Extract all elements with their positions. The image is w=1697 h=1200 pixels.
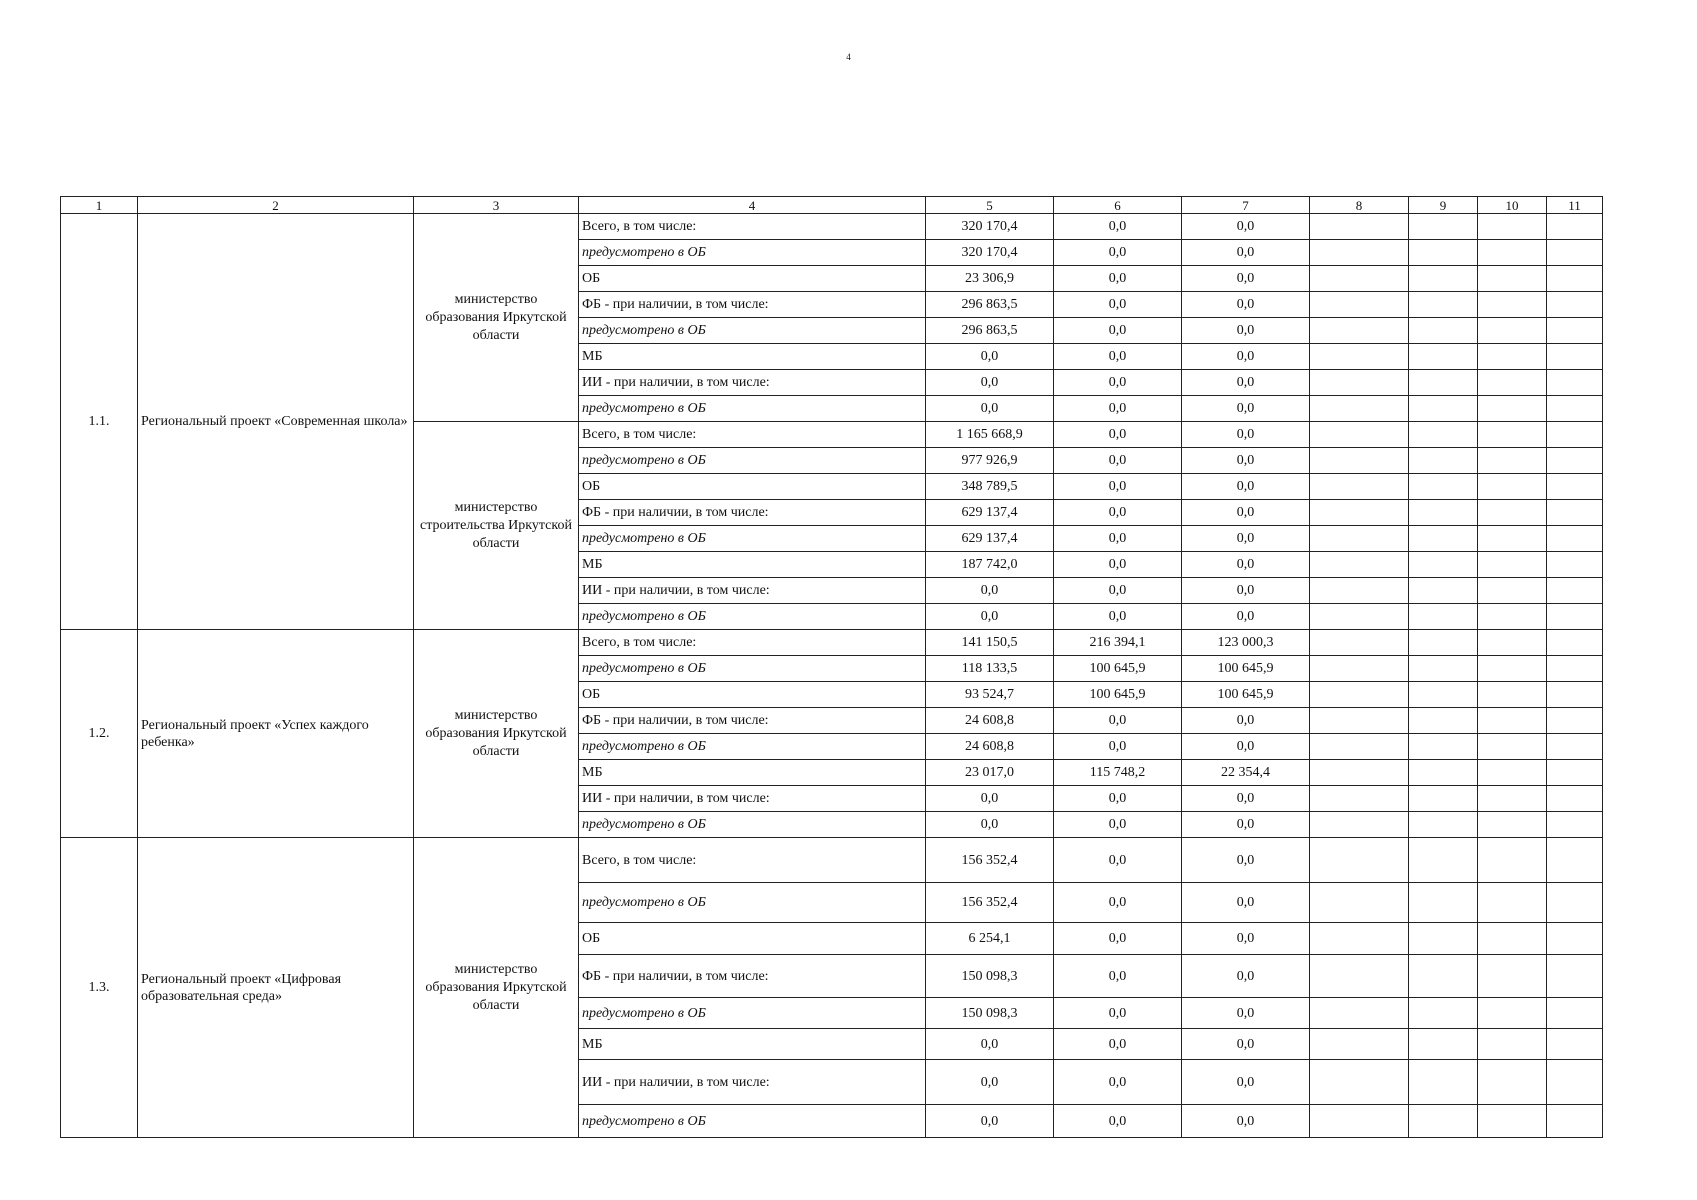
funding-source-label: предусмотрено в ОБ	[579, 883, 926, 923]
empty-cell-col-10	[1478, 396, 1547, 422]
amount-cell-v7: 0,0	[1182, 734, 1310, 760]
amount-cell-v5: 187 742,0	[926, 552, 1054, 578]
amount-cell-v6: 0,0	[1054, 998, 1182, 1029]
empty-cell-col-11	[1547, 474, 1603, 500]
amount-cell-v5: 0,0	[926, 812, 1054, 838]
empty-cell-col-10	[1478, 734, 1547, 760]
project-index: 1.2.	[61, 630, 138, 838]
empty-cell-col-11	[1547, 266, 1603, 292]
amount-cell-v7: 0,0	[1182, 266, 1310, 292]
amount-cell-v5: 629 137,4	[926, 526, 1054, 552]
funding-source-label: ИИ - при наличии, в том числе:	[579, 370, 926, 396]
funding-source-label: предусмотрено в ОБ	[579, 656, 926, 682]
empty-cell-col-9	[1409, 656, 1478, 682]
empty-cell-col-9	[1409, 214, 1478, 240]
project-index: 1.1.	[61, 214, 138, 630]
amount-cell-v7: 0,0	[1182, 955, 1310, 998]
empty-cell-col-9	[1409, 1105, 1478, 1138]
amount-cell-v7: 123 000,3	[1182, 630, 1310, 656]
empty-cell-col-11	[1547, 760, 1603, 786]
empty-cell-col-10	[1478, 923, 1547, 955]
amount-cell-v6: 0,0	[1054, 526, 1182, 552]
empty-cell-col-9	[1409, 474, 1478, 500]
amount-cell-v5: 0,0	[926, 344, 1054, 370]
amount-cell-v6: 0,0	[1054, 734, 1182, 760]
amount-cell-v5: 348 789,5	[926, 474, 1054, 500]
amount-cell-v5: 156 352,4	[926, 883, 1054, 923]
empty-cell-col-9	[1409, 923, 1478, 955]
empty-cell-col-8	[1310, 786, 1409, 812]
project-name: Региональный проект «Цифровая образовательная среда»	[138, 838, 414, 1138]
amount-cell-v5: 93 524,7	[926, 682, 1054, 708]
empty-cell-col-10	[1478, 552, 1547, 578]
amount-cell-v6: 0,0	[1054, 240, 1182, 266]
empty-cell-col-11	[1547, 998, 1603, 1029]
empty-cell-col-10	[1478, 998, 1547, 1029]
funding-source-label: Всего, в том числе:	[579, 422, 926, 448]
funding-source-label: предусмотрено в ОБ	[579, 526, 926, 552]
empty-cell-col-9	[1409, 955, 1478, 998]
empty-cell-col-8	[1310, 578, 1409, 604]
empty-cell-col-9	[1409, 448, 1478, 474]
empty-cell-col-8	[1310, 682, 1409, 708]
amount-cell-v5: 118 133,5	[926, 656, 1054, 682]
empty-cell-col-9	[1409, 1060, 1478, 1105]
amount-cell-v7: 0,0	[1182, 1105, 1310, 1138]
empty-cell-col-9	[1409, 578, 1478, 604]
empty-cell-col-8	[1310, 422, 1409, 448]
amount-cell-v6: 0,0	[1054, 422, 1182, 448]
empty-cell-col-11	[1547, 396, 1603, 422]
empty-cell-col-9	[1409, 734, 1478, 760]
amount-cell-v5: 296 863,5	[926, 292, 1054, 318]
empty-cell-col-11	[1547, 214, 1603, 240]
table-row	[61, 838, 1603, 883]
page-number: 4	[846, 52, 851, 62]
column-number: 1	[61, 197, 138, 214]
funding-source-label: ОБ	[579, 682, 926, 708]
empty-cell-col-9	[1409, 838, 1478, 883]
funding-source-label: предусмотрено в ОБ	[579, 396, 926, 422]
empty-cell-col-8	[1310, 883, 1409, 923]
funding-source-label: предусмотрено в ОБ	[579, 318, 926, 344]
amount-cell-v5: 24 608,8	[926, 708, 1054, 734]
table-row	[61, 214, 1603, 240]
empty-cell-col-11	[1547, 240, 1603, 266]
amount-cell-v7: 0,0	[1182, 786, 1310, 812]
project-name: Региональный проект «Современная школа»	[138, 214, 414, 630]
amount-cell-v5: 23 017,0	[926, 760, 1054, 786]
amount-cell-v6: 0,0	[1054, 955, 1182, 998]
empty-cell-col-11	[1547, 604, 1603, 630]
column-number: 5	[926, 197, 1054, 214]
amount-cell-v6: 0,0	[1054, 500, 1182, 526]
amount-cell-v7: 22 354,4	[1182, 760, 1310, 786]
empty-cell-col-10	[1478, 578, 1547, 604]
amount-cell-v7: 0,0	[1182, 1029, 1310, 1060]
amount-cell-v5: 23 306,9	[926, 266, 1054, 292]
column-number: 2	[138, 197, 414, 214]
amount-cell-v5: 156 352,4	[926, 838, 1054, 883]
amount-cell-v6: 0,0	[1054, 318, 1182, 344]
empty-cell-col-9	[1409, 998, 1478, 1029]
empty-cell-col-11	[1547, 422, 1603, 448]
amount-cell-v5: 977 926,9	[926, 448, 1054, 474]
empty-cell-col-9	[1409, 1029, 1478, 1060]
amount-cell-v5: 629 137,4	[926, 500, 1054, 526]
empty-cell-col-9	[1409, 760, 1478, 786]
amount-cell-v5: 141 150,5	[926, 630, 1054, 656]
amount-cell-v7: 0,0	[1182, 370, 1310, 396]
table-header	[61, 197, 1603, 214]
empty-cell-col-8	[1310, 396, 1409, 422]
empty-cell-col-8	[1310, 923, 1409, 955]
funding-source-label: ФБ - при наличии, в том числе:	[579, 708, 926, 734]
empty-cell-col-11	[1547, 656, 1603, 682]
empty-cell-col-11	[1547, 734, 1603, 760]
empty-cell-col-8	[1310, 734, 1409, 760]
amount-cell-v7: 0,0	[1182, 448, 1310, 474]
amount-cell-v7: 100 645,9	[1182, 656, 1310, 682]
amount-cell-v7: 100 645,9	[1182, 682, 1310, 708]
funding-source-label: предусмотрено в ОБ	[579, 812, 926, 838]
executor-name: министерство образования Иркутской области	[414, 838, 579, 1138]
amount-cell-v5: 0,0	[926, 396, 1054, 422]
executor-name: министерство строительства Иркутской области	[414, 422, 579, 630]
empty-cell-col-10	[1478, 370, 1547, 396]
amount-cell-v5: 1 165 668,9	[926, 422, 1054, 448]
amount-cell-v6: 0,0	[1054, 883, 1182, 923]
empty-cell-col-9	[1409, 318, 1478, 344]
funding-source-label: предусмотрено в ОБ	[579, 240, 926, 266]
amount-cell-v5: 0,0	[926, 1105, 1054, 1138]
project-section	[61, 214, 1603, 630]
funding-source-label: ФБ - при наличии, в том числе:	[579, 500, 926, 526]
funding-source-label: Всего, в том числе:	[579, 630, 926, 656]
funding-source-label: ИИ - при наличии, в том числе:	[579, 1060, 926, 1105]
empty-cell-col-9	[1409, 786, 1478, 812]
amount-cell-v5: 150 098,3	[926, 998, 1054, 1029]
empty-cell-col-10	[1478, 1029, 1547, 1060]
column-number: 4	[579, 197, 926, 214]
amount-cell-v6: 100 645,9	[1054, 656, 1182, 682]
amount-cell-v6: 0,0	[1054, 838, 1182, 883]
empty-cell-col-11	[1547, 682, 1603, 708]
amount-cell-v7: 0,0	[1182, 604, 1310, 630]
amount-cell-v5: 0,0	[926, 604, 1054, 630]
empty-cell-col-9	[1409, 630, 1478, 656]
amount-cell-v6: 0,0	[1054, 344, 1182, 370]
funding-source-label: ИИ - при наличии, в том числе:	[579, 786, 926, 812]
empty-cell-col-8	[1310, 838, 1409, 883]
amount-cell-v7: 0,0	[1182, 422, 1310, 448]
empty-cell-col-10	[1478, 708, 1547, 734]
amount-cell-v5: 320 170,4	[926, 214, 1054, 240]
empty-cell-col-9	[1409, 422, 1478, 448]
funding-source-label: Всего, в том числе:	[579, 838, 926, 883]
executor-name: министерство образования Иркутской области	[414, 630, 579, 838]
amount-cell-v7: 0,0	[1182, 812, 1310, 838]
funding-source-label: предусмотрено в ОБ	[579, 998, 926, 1029]
funding-source-label: предусмотрено в ОБ	[579, 1105, 926, 1138]
empty-cell-col-10	[1478, 266, 1547, 292]
empty-cell-col-9	[1409, 240, 1478, 266]
amount-cell-v5: 6 254,1	[926, 923, 1054, 955]
empty-cell-col-8	[1310, 998, 1409, 1029]
empty-cell-col-8	[1310, 526, 1409, 552]
project-index: 1.3.	[61, 838, 138, 1138]
amount-cell-v6: 216 394,1	[1054, 630, 1182, 656]
empty-cell-col-8	[1310, 292, 1409, 318]
amount-cell-v5: 296 863,5	[926, 318, 1054, 344]
empty-cell-col-10	[1478, 656, 1547, 682]
amount-cell-v7: 0,0	[1182, 240, 1310, 266]
empty-cell-col-10	[1478, 760, 1547, 786]
empty-cell-col-10	[1478, 240, 1547, 266]
amount-cell-v7: 0,0	[1182, 838, 1310, 883]
empty-cell-col-8	[1310, 708, 1409, 734]
empty-cell-col-11	[1547, 292, 1603, 318]
empty-cell-col-8	[1310, 474, 1409, 500]
empty-cell-col-11	[1547, 526, 1603, 552]
empty-cell-col-8	[1310, 760, 1409, 786]
empty-cell-col-11	[1547, 955, 1603, 998]
funding-source-label: МБ	[579, 344, 926, 370]
empty-cell-col-11	[1547, 1105, 1603, 1138]
empty-cell-col-9	[1409, 682, 1478, 708]
funding-source-label: ОБ	[579, 266, 926, 292]
empty-cell-col-10	[1478, 1105, 1547, 1138]
empty-cell-col-11	[1547, 923, 1603, 955]
amount-cell-v6: 0,0	[1054, 578, 1182, 604]
amount-cell-v6: 115 748,2	[1054, 760, 1182, 786]
empty-cell-col-8	[1310, 240, 1409, 266]
amount-cell-v6: 0,0	[1054, 370, 1182, 396]
amount-cell-v6: 0,0	[1054, 1060, 1182, 1105]
funding-source-label: ОБ	[579, 923, 926, 955]
column-number: 11	[1547, 197, 1603, 214]
budget-table	[60, 196, 1603, 1138]
empty-cell-col-9	[1409, 344, 1478, 370]
project-section	[61, 630, 1603, 838]
amount-cell-v6: 0,0	[1054, 1029, 1182, 1060]
empty-cell-col-8	[1310, 1105, 1409, 1138]
empty-cell-col-10	[1478, 630, 1547, 656]
amount-cell-v6: 0,0	[1054, 923, 1182, 955]
empty-cell-col-11	[1547, 1029, 1603, 1060]
amount-cell-v7: 0,0	[1182, 214, 1310, 240]
empty-cell-col-11	[1547, 630, 1603, 656]
empty-cell-col-11	[1547, 500, 1603, 526]
column-number: 7	[1182, 197, 1310, 214]
empty-cell-col-10	[1478, 812, 1547, 838]
empty-cell-col-8	[1310, 318, 1409, 344]
column-number: 3	[414, 197, 579, 214]
amount-cell-v7: 0,0	[1182, 923, 1310, 955]
empty-cell-col-9	[1409, 526, 1478, 552]
amount-cell-v6: 0,0	[1054, 214, 1182, 240]
empty-cell-col-10	[1478, 883, 1547, 923]
funding-source-label: ИИ - при наличии, в том числе:	[579, 578, 926, 604]
amount-cell-v6: 0,0	[1054, 812, 1182, 838]
empty-cell-col-8	[1310, 1060, 1409, 1105]
empty-cell-col-11	[1547, 370, 1603, 396]
amount-cell-v5: 24 608,8	[926, 734, 1054, 760]
amount-cell-v6: 0,0	[1054, 292, 1182, 318]
executor-name: министерство образования Иркутской области	[414, 214, 579, 422]
empty-cell-col-11	[1547, 1060, 1603, 1105]
empty-cell-col-10	[1478, 786, 1547, 812]
empty-cell-col-11	[1547, 812, 1603, 838]
funding-source-label: предусмотрено в ОБ	[579, 734, 926, 760]
empty-cell-col-10	[1478, 1060, 1547, 1105]
empty-cell-col-8	[1310, 344, 1409, 370]
column-number: 9	[1409, 197, 1478, 214]
table-row	[61, 630, 1603, 656]
empty-cell-col-10	[1478, 214, 1547, 240]
empty-cell-col-11	[1547, 708, 1603, 734]
amount-cell-v6: 0,0	[1054, 786, 1182, 812]
empty-cell-col-11	[1547, 786, 1603, 812]
empty-cell-col-10	[1478, 526, 1547, 552]
empty-cell-col-9	[1409, 604, 1478, 630]
column-number-row	[61, 197, 1603, 214]
amount-cell-v7: 0,0	[1182, 526, 1310, 552]
empty-cell-col-9	[1409, 370, 1478, 396]
amount-cell-v6: 0,0	[1054, 266, 1182, 292]
empty-cell-col-8	[1310, 656, 1409, 682]
amount-cell-v5: 0,0	[926, 786, 1054, 812]
amount-cell-v7: 0,0	[1182, 292, 1310, 318]
funding-source-label: ОБ	[579, 474, 926, 500]
empty-cell-col-11	[1547, 883, 1603, 923]
amount-cell-v5: 0,0	[926, 370, 1054, 396]
amount-cell-v7: 0,0	[1182, 998, 1310, 1029]
empty-cell-col-8	[1310, 955, 1409, 998]
empty-cell-col-10	[1478, 474, 1547, 500]
amount-cell-v6: 0,0	[1054, 448, 1182, 474]
empty-cell-col-8	[1310, 1029, 1409, 1060]
amount-cell-v6: 0,0	[1054, 1105, 1182, 1138]
amount-cell-v6: 0,0	[1054, 396, 1182, 422]
funding-source-label: МБ	[579, 552, 926, 578]
empty-cell-col-11	[1547, 318, 1603, 344]
amount-cell-v7: 0,0	[1182, 883, 1310, 923]
empty-cell-col-9	[1409, 500, 1478, 526]
column-number: 10	[1478, 197, 1547, 214]
amount-cell-v5: 150 098,3	[926, 955, 1054, 998]
funding-source-label: МБ	[579, 1029, 926, 1060]
empty-cell-col-11	[1547, 344, 1603, 370]
empty-cell-col-10	[1478, 604, 1547, 630]
empty-cell-col-9	[1409, 292, 1478, 318]
funding-source-label: ФБ - при наличии, в том числе:	[579, 955, 926, 998]
empty-cell-col-10	[1478, 955, 1547, 998]
amount-cell-v7: 0,0	[1182, 318, 1310, 344]
amount-cell-v6: 0,0	[1054, 604, 1182, 630]
amount-cell-v7: 0,0	[1182, 552, 1310, 578]
empty-cell-col-11	[1547, 448, 1603, 474]
funding-source-label: Всего, в том числе:	[579, 214, 926, 240]
column-number: 6	[1054, 197, 1182, 214]
empty-cell-col-8	[1310, 266, 1409, 292]
amount-cell-v6: 0,0	[1054, 708, 1182, 734]
project-name: Региональный проект «Успех каждого ребенка»	[138, 630, 414, 838]
amount-cell-v6: 0,0	[1054, 474, 1182, 500]
empty-cell-col-8	[1310, 500, 1409, 526]
amount-cell-v5: 0,0	[926, 1060, 1054, 1105]
empty-cell-col-8	[1310, 604, 1409, 630]
empty-cell-col-11	[1547, 552, 1603, 578]
empty-cell-col-8	[1310, 448, 1409, 474]
empty-cell-col-9	[1409, 812, 1478, 838]
funding-source-label: предусмотрено в ОБ	[579, 604, 926, 630]
empty-cell-col-10	[1478, 838, 1547, 883]
empty-cell-col-9	[1409, 552, 1478, 578]
empty-cell-col-8	[1310, 630, 1409, 656]
amount-cell-v5: 320 170,4	[926, 240, 1054, 266]
empty-cell-col-11	[1547, 578, 1603, 604]
empty-cell-col-10	[1478, 448, 1547, 474]
empty-cell-col-9	[1409, 396, 1478, 422]
empty-cell-col-8	[1310, 552, 1409, 578]
column-number: 8	[1310, 197, 1409, 214]
empty-cell-col-10	[1478, 344, 1547, 370]
empty-cell-col-9	[1409, 266, 1478, 292]
funding-source-label: ФБ - при наличии, в том числе:	[579, 292, 926, 318]
amount-cell-v7: 0,0	[1182, 1060, 1310, 1105]
empty-cell-col-10	[1478, 682, 1547, 708]
empty-cell-col-8	[1310, 214, 1409, 240]
amount-cell-v7: 0,0	[1182, 396, 1310, 422]
amount-cell-v7: 0,0	[1182, 578, 1310, 604]
amount-cell-v7: 0,0	[1182, 474, 1310, 500]
amount-cell-v7: 0,0	[1182, 344, 1310, 370]
amount-cell-v7: 0,0	[1182, 500, 1310, 526]
amount-cell-v7: 0,0	[1182, 708, 1310, 734]
empty-cell-col-8	[1310, 812, 1409, 838]
funding-source-label: предусмотрено в ОБ	[579, 448, 926, 474]
amount-cell-v5: 0,0	[926, 1029, 1054, 1060]
empty-cell-col-10	[1478, 292, 1547, 318]
amount-cell-v6: 0,0	[1054, 552, 1182, 578]
amount-cell-v6: 100 645,9	[1054, 682, 1182, 708]
empty-cell-col-10	[1478, 318, 1547, 344]
empty-cell-col-8	[1310, 370, 1409, 396]
funding-source-label: МБ	[579, 760, 926, 786]
empty-cell-col-9	[1409, 883, 1478, 923]
empty-cell-col-9	[1409, 708, 1478, 734]
empty-cell-col-10	[1478, 500, 1547, 526]
project-section	[61, 838, 1603, 1138]
amount-cell-v5: 0,0	[926, 578, 1054, 604]
empty-cell-col-10	[1478, 422, 1547, 448]
empty-cell-col-11	[1547, 838, 1603, 883]
